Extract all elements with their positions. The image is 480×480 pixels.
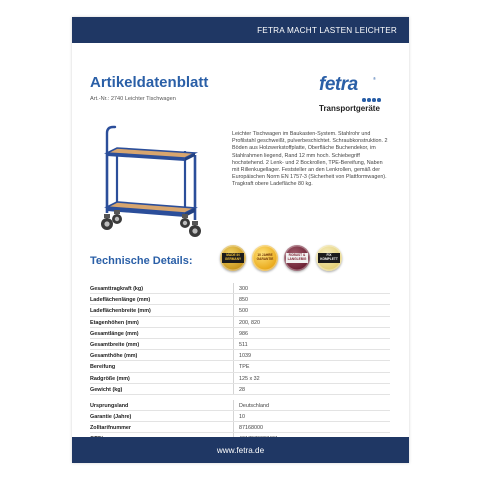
spec-row: [90, 350, 390, 361]
trolley-wheel-icon: [189, 221, 201, 237]
trolley-wheel-icon: [101, 214, 113, 230]
article-number: Art.-Nr.: 2740 Leichter Tischwagen: [90, 96, 176, 102]
footer-bar: [72, 437, 409, 463]
spec-value: 986: [239, 330, 248, 337]
header-bar: [72, 17, 409, 43]
spec-row: [90, 317, 390, 328]
spec-value: Deutschland: [239, 402, 269, 409]
spec-value: 10: [239, 414, 245, 421]
spec-row: [90, 361, 390, 372]
spec-label: Gewicht (kg): [90, 386, 123, 393]
spec-value: 850: [239, 297, 248, 304]
spec-row: [90, 411, 390, 422]
spec-label: Gesamttragkraft (kg): [90, 286, 144, 292]
spec-label: Gesamtbreite (mm): [90, 341, 140, 348]
spec-value: TPE: [239, 364, 250, 371]
spec-row: [90, 422, 390, 433]
trolley-wheel-icon: [112, 210, 122, 224]
header-slogan: FETRA MACHT LASTEN LEICHTER: [257, 25, 397, 35]
spec-value: 500: [239, 308, 248, 315]
spec-row: [90, 400, 390, 411]
spec-value: 511: [239, 341, 248, 348]
spec-label: Etagenhöhen (mm): [90, 319, 139, 326]
spec-row: [90, 339, 390, 350]
spec-value: 87168000: [239, 425, 263, 432]
logo-registered-mark: ®: [373, 76, 376, 81]
datasheet-page: [72, 17, 409, 463]
technical-details-heading: Technische Details:: [90, 255, 193, 267]
spec-label: Ladeflächenbreite (mm): [90, 308, 151, 315]
robust-badge-icon: ROBUST & LANGLEBIG: [284, 245, 310, 271]
warranty-badge-icon: 10 JAHRE GARANTIE: [252, 245, 278, 271]
spec-label: Radgröße (mm): [90, 375, 130, 382]
spec-label: Gesamthöhe (mm): [90, 353, 138, 360]
spec-table: [90, 283, 390, 445]
logo-word: fetra: [319, 74, 358, 95]
spec-row: [90, 294, 390, 305]
logo-tagline: Transportgeräte: [319, 104, 380, 113]
made-in-germany-badge-icon: MADE IN GERMANY: [220, 245, 246, 271]
product-description: Leichter Tischwagen im Baukasten-System. Stahlrohr und Profilstahl geschweißt, pulverbeschichtet. Schraubkonstruktion. 2 Böden aus Holzwerkstoffplatte, Oberfläche Buchendekor, im Stahlrahmen liegend, Rand 12 mm hoch. Schiebegriff hochstehend. 2 Lenk- und 2 Bockrollen, TPE-Bereifung, Naben mit Rillenkugellager. Feststeller an den Lenkrollen, gemäß der Europäischen Norm EN 1757-3 (Sicherheit von Plattformwagen). Tragkraft obere Ladefläche 80 kg.: [232, 131, 388, 188]
table-trolley-image: [97, 117, 207, 247]
fetra-logo: [317, 74, 397, 116]
spec-label: Ladeflächenlänge (mm): [90, 297, 151, 304]
spec-label: Ursprungsland: [90, 402, 129, 409]
spec-row: [90, 283, 390, 294]
spec-row: [90, 305, 390, 316]
logo-dots-icon: [362, 98, 381, 102]
spec-value: 300: [239, 286, 248, 292]
spec-row: [90, 373, 390, 384]
spec-value: 28: [239, 386, 245, 393]
spec-value: 1039: [239, 353, 251, 360]
spec-label: Garantie (Jahre): [90, 414, 132, 421]
spec-value: 200, 820: [239, 319, 260, 326]
spec-row: [90, 384, 390, 395]
spec-label: Gesamtlänge (mm): [90, 330, 139, 337]
page-title: Artikeldatenblatt: [90, 74, 209, 91]
footer-website-link[interactable]: www.fetra.de: [216, 445, 265, 455]
spec-row: [90, 328, 390, 339]
spec-label: Zolltarifnummer: [90, 425, 132, 432]
spec-value: 125 x 32: [239, 375, 260, 382]
spec-label: Bereifung: [90, 364, 116, 371]
fix-komplett-badge-icon: FIX KOMPLETT: [316, 245, 342, 271]
quality-badges: [220, 245, 342, 271]
